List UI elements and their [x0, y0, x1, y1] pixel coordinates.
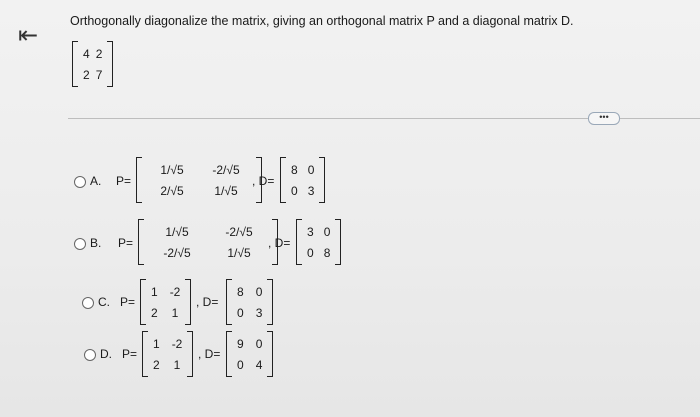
- option-a-radio[interactable]: [74, 176, 86, 188]
- matrix-cell: 0: [323, 224, 331, 239]
- matrix-cell: 8: [323, 245, 331, 260]
- matrix-cell: 0: [237, 305, 244, 320]
- matrix-cell: -2/√5: [163, 245, 191, 260]
- p-matrix: [136, 157, 262, 203]
- matrix-cell: 2: [151, 305, 158, 320]
- option-b-letter: B.: [90, 236, 102, 250]
- matrix-cell: -2/√5: [212, 162, 240, 177]
- matrix-cell: 1: [153, 336, 160, 351]
- right-bracket: [185, 279, 191, 325]
- option-a-letter: A.: [90, 174, 102, 188]
- matrix-cell: 4: [83, 46, 90, 61]
- matrix-cell: 0: [307, 245, 314, 260]
- option-b-radio[interactable]: [74, 238, 86, 250]
- matrix-cell: 4: [255, 357, 263, 372]
- back-arrow-icon[interactable]: ⇤: [18, 22, 39, 49]
- d-label: , D=: [198, 347, 221, 361]
- d-label: , D=: [196, 295, 219, 309]
- matrix-cell: 2: [95, 46, 103, 61]
- matrix-cell: 2: [83, 67, 90, 82]
- matrix-cell: 1/√5: [227, 245, 251, 260]
- right-bracket: [267, 331, 273, 377]
- d-matrix: [226, 279, 273, 325]
- matrix-cell: 1: [173, 357, 181, 372]
- matrix-cell: -2: [171, 336, 183, 351]
- matrix-cell: 9: [237, 336, 244, 351]
- matrix-cell: 1: [151, 284, 158, 299]
- matrix-cell: 0: [237, 357, 244, 372]
- d-matrix: [226, 331, 273, 377]
- matrix-cell: 0: [307, 162, 315, 177]
- right-bracket: [319, 157, 325, 203]
- question-text: Orthogonally diagonalize the matrix, giving an orthogonal matrix P and a diagonal matrix D.: [70, 14, 574, 28]
- option-d-radio[interactable]: [84, 349, 96, 361]
- matrix-cell: 1/√5: [160, 162, 184, 177]
- matrix-cell: 1/√5: [165, 224, 189, 239]
- matrix-cell: 0: [291, 183, 298, 198]
- matrix-cell: 3: [255, 305, 263, 320]
- matrix-cell: 7: [95, 67, 103, 82]
- p-label: P=: [118, 236, 134, 250]
- right-bracket: [187, 331, 193, 377]
- d-matrix: [280, 157, 325, 203]
- right-bracket: [267, 279, 273, 325]
- option-c-letter: C.: [98, 295, 110, 309]
- p-matrix: [142, 331, 193, 377]
- p-label: P=: [116, 174, 132, 188]
- option-c-radio[interactable]: [82, 297, 94, 309]
- matrix-cell: 8: [237, 284, 244, 299]
- matrix-cell: 0: [255, 336, 263, 351]
- matrix-cell: 1: [171, 305, 179, 320]
- matrix-cell: 3: [307, 183, 315, 198]
- matrix-cell: -2/√5: [225, 224, 253, 239]
- p-label: P=: [120, 295, 136, 309]
- matrix-cell: 1/√5: [214, 183, 238, 198]
- p-label: P=: [122, 347, 138, 361]
- matrix-cell: 3: [307, 224, 314, 239]
- more-button[interactable]: •••: [588, 112, 620, 125]
- matrix-cell: -2: [169, 284, 181, 299]
- matrix-cell: 2: [153, 357, 160, 372]
- d-label: , D=: [268, 236, 291, 250]
- right-bracket: [107, 41, 113, 87]
- p-matrix: [138, 219, 278, 265]
- d-matrix: [296, 219, 341, 265]
- d-label: , D=: [252, 174, 275, 188]
- given-matrix: [72, 41, 113, 87]
- matrix-cell: 8: [291, 162, 298, 177]
- p-matrix: [140, 279, 191, 325]
- option-d-letter: D.: [100, 347, 112, 361]
- matrix-cell: 0: [255, 284, 263, 299]
- matrix-cell: 2/√5: [160, 183, 184, 198]
- right-bracket: [335, 219, 341, 265]
